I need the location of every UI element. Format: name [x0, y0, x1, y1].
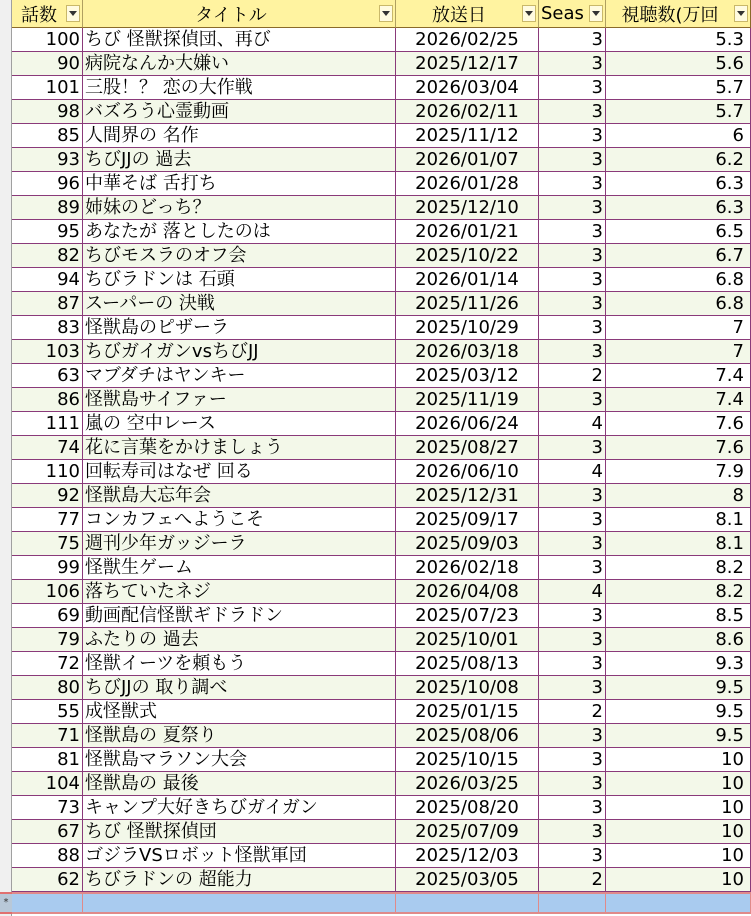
table-row[interactable]	[12, 76, 751, 100]
cell-airdate[interactable]: 2025/09/17	[396, 508, 539, 532]
cell-airdate[interactable]: 2025/10/08	[396, 676, 539, 700]
cell-views[interactable]: 8.6	[606, 628, 751, 652]
cell-season[interactable]: 3	[539, 556, 606, 580]
column-header-label: 話数	[21, 4, 57, 26]
table-row[interactable]	[12, 196, 751, 220]
cell-airdate[interactable]: 2026/01/28	[396, 172, 539, 196]
cell-views[interactable]: 5.6	[606, 52, 751, 76]
cell-season[interactable]: 3	[539, 652, 606, 676]
cell-season[interactable]: 3	[539, 604, 606, 628]
table-row[interactable]	[12, 556, 751, 580]
cell-season[interactable]: 3	[539, 244, 606, 268]
cell-views[interactable]: 6.5	[606, 220, 751, 244]
cell-airdate[interactable]: 2026/01/07	[396, 148, 539, 172]
cell-season[interactable]: 4	[539, 580, 606, 604]
cell-episode[interactable]: 82	[12, 244, 83, 268]
cell-episode[interactable]: 93	[12, 148, 83, 172]
cell-views[interactable]: 8.1	[606, 508, 751, 532]
cell-season[interactable]: 3	[539, 124, 606, 148]
cell-episode[interactable]: 88	[12, 844, 83, 868]
cell-airdate[interactable]: 2026/02/18	[396, 556, 539, 580]
cell-episode[interactable]: 85	[12, 124, 83, 148]
cell-airdate[interactable]: 2026/03/25	[396, 772, 539, 796]
cell-views[interactable]: 7.6	[606, 436, 751, 460]
cell-episode[interactable]: 67	[12, 820, 83, 844]
column-header-label: タイトル	[195, 4, 267, 26]
table-row[interactable]	[12, 820, 751, 844]
cell-airdate[interactable]: 2025/11/12	[396, 124, 539, 148]
cell-title[interactable]: スーパーの 決戦	[83, 292, 396, 316]
cell-title[interactable]: 怪獣島のピザーラ	[83, 316, 396, 340]
cell-episode[interactable]: 99	[12, 556, 83, 580]
cell-views[interactable]: 7	[606, 316, 751, 340]
cell-season[interactable]: 2	[539, 868, 606, 892]
cell-title[interactable]: 怪獣島大忘年会	[83, 484, 396, 508]
cell-views[interactable]: 9.5	[606, 676, 751, 700]
cell-episode[interactable]: 62	[12, 868, 83, 892]
table-row[interactable]	[12, 436, 751, 460]
cell-airdate[interactable]: 2025/11/19	[396, 388, 539, 412]
cell-airdate[interactable]: 2026/02/25	[396, 28, 539, 52]
cell-airdate[interactable]: 2025/10/01	[396, 628, 539, 652]
table-row[interactable]	[12, 460, 751, 484]
cell-season[interactable]: 3	[539, 508, 606, 532]
cell-season[interactable]: 3	[539, 484, 606, 508]
cell-season[interactable]: 2	[539, 364, 606, 388]
cell-episode[interactable]: 94	[12, 268, 83, 292]
cell-views[interactable]: 10	[606, 820, 751, 844]
filter-dropdown-icon[interactable]	[522, 5, 536, 22]
table-row[interactable]	[12, 676, 751, 700]
cell-season[interactable]: 4	[539, 412, 606, 436]
table-row[interactable]	[12, 508, 751, 532]
table-row[interactable]	[12, 724, 751, 748]
cell-title[interactable]: ちびJJの 取り調べ	[83, 676, 396, 700]
cell-airdate[interactable]: 2026/02/11	[396, 100, 539, 124]
cell-episode[interactable]: 111	[12, 412, 83, 436]
cell-views[interactable]: 6.3	[606, 196, 751, 220]
cell-episode[interactable]: 77	[12, 508, 83, 532]
cell-season[interactable]: 3	[539, 532, 606, 556]
cell-title[interactable]: ゴジラVSロボット怪獣軍団	[83, 844, 396, 868]
table-row[interactable]	[12, 340, 751, 364]
table-row[interactable]	[12, 532, 751, 556]
new-record-marker[interactable]: *	[0, 892, 12, 914]
cell-title[interactable]: 人間界の 名作	[83, 124, 396, 148]
cell-airdate[interactable]: 2025/12/31	[396, 484, 539, 508]
column-header-label: 視聴数(万回	[621, 4, 719, 26]
cell-title[interactable]: 怪獣イーツを頼もう	[83, 652, 396, 676]
cell-season[interactable]: 3	[539, 76, 606, 100]
cell-views[interactable]: 9.5	[606, 724, 751, 748]
cell-title[interactable]: 怪獣島の 最後	[83, 772, 396, 796]
cell-season[interactable]: 3	[539, 724, 606, 748]
cell-airdate[interactable]: 2025/07/09	[396, 820, 539, 844]
cell-episode[interactable]: 100	[12, 28, 83, 52]
cell-episode[interactable]: 81	[12, 748, 83, 772]
cell-airdate[interactable]: 2025/12/17	[396, 52, 539, 76]
table-row[interactable]	[12, 868, 751, 892]
table-row[interactable]	[12, 268, 751, 292]
new-record-row[interactable]	[0, 892, 751, 914]
table-row[interactable]	[12, 292, 751, 316]
table-row[interactable]	[12, 412, 751, 436]
cell-views[interactable]: 6	[606, 124, 751, 148]
cell-title[interactable]: 週刊少年ガッジーラ	[83, 532, 396, 556]
cell-title[interactable]: ちび 怪獣探偵団	[83, 820, 396, 844]
cell-title[interactable]: 病院なんか大嫌い	[83, 52, 396, 76]
cell-views[interactable]: 10	[606, 868, 751, 892]
cell-episode[interactable]: 106	[12, 580, 83, 604]
cell-airdate[interactable]: 2025/10/15	[396, 748, 539, 772]
table-row[interactable]	[12, 604, 751, 628]
cell-title[interactable]: ちびJJの 過去	[83, 148, 396, 172]
cell-title[interactable]: 怪獣島マラソン大会	[83, 748, 396, 772]
cell-airdate[interactable]: 2026/06/24	[396, 412, 539, 436]
filter-dropdown-icon[interactable]	[589, 5, 603, 22]
new-record-cell[interactable]	[606, 892, 751, 914]
cell-season[interactable]: 3	[539, 748, 606, 772]
cell-episode[interactable]: 73	[12, 796, 83, 820]
cell-airdate[interactable]: 2025/09/03	[396, 532, 539, 556]
cell-airdate[interactable]: 2025/08/27	[396, 436, 539, 460]
record-rows	[12, 28, 751, 892]
table-row[interactable]	[12, 628, 751, 652]
cell-airdate[interactable]: 2025/07/23	[396, 604, 539, 628]
cell-views[interactable]: 10	[606, 748, 751, 772]
cell-title[interactable]: キャンプ大好きちびガイガン	[83, 796, 396, 820]
cell-views[interactable]: 6.8	[606, 268, 751, 292]
cell-views[interactable]: 10	[606, 772, 751, 796]
cell-episode[interactable]: 86	[12, 388, 83, 412]
cell-title[interactable]: 成怪獣式	[83, 700, 396, 724]
new-record-cell[interactable]	[12, 892, 83, 914]
column-header-title[interactable]	[83, 0, 396, 28]
cell-season[interactable]: 3	[539, 100, 606, 124]
cell-views[interactable]: 6.8	[606, 292, 751, 316]
table-row[interactable]	[12, 244, 751, 268]
cell-views[interactable]: 10	[606, 844, 751, 868]
cell-airdate[interactable]: 2026/01/21	[396, 220, 539, 244]
cell-title[interactable]: 三股！？ 恋の大作戦	[83, 76, 396, 100]
cell-episode[interactable]: 96	[12, 172, 83, 196]
cell-airdate[interactable]: 2026/01/14	[396, 268, 539, 292]
cell-views[interactable]: 9.3	[606, 652, 751, 676]
cell-title[interactable]: 怪獣島サイファー	[83, 388, 396, 412]
column-header-label: Seas	[541, 3, 584, 24]
cell-season[interactable]: 3	[539, 676, 606, 700]
cell-views[interactable]: 8.2	[606, 580, 751, 604]
cell-episode[interactable]: 98	[12, 100, 83, 124]
cell-views[interactable]: 5.3	[606, 28, 751, 52]
cell-airdate[interactable]: 2025/03/12	[396, 364, 539, 388]
cell-views[interactable]: 7.6	[606, 412, 751, 436]
cell-episode[interactable]: 72	[12, 652, 83, 676]
cell-episode[interactable]: 74	[12, 436, 83, 460]
cell-views[interactable]: 8.5	[606, 604, 751, 628]
cell-title[interactable]: あなたが 落としたのは	[83, 220, 396, 244]
cell-airdate[interactable]: 2026/03/18	[396, 340, 539, 364]
cell-views[interactable]: 5.7	[606, 76, 751, 100]
cell-episode[interactable]: 55	[12, 700, 83, 724]
cell-episode[interactable]: 89	[12, 196, 83, 220]
table-row[interactable]	[12, 748, 751, 772]
cell-airdate[interactable]: 2025/10/29	[396, 316, 539, 340]
table-row[interactable]	[12, 316, 751, 340]
cell-season[interactable]: 3	[539, 820, 606, 844]
cell-title[interactable]: バズろう心霊動画	[83, 100, 396, 124]
column-header-row	[12, 0, 751, 28]
cell-title[interactable]: 怪獣島の 夏祭り	[83, 724, 396, 748]
cell-views[interactable]: 8.2	[606, 556, 751, 580]
cell-views[interactable]: 6.7	[606, 244, 751, 268]
cell-views[interactable]: 7.4	[606, 364, 751, 388]
cell-title[interactable]: ちび 怪獣探偵団、再び	[83, 28, 396, 52]
table-row[interactable]	[12, 388, 751, 412]
cell-title[interactable]: 姉妹のどっち？	[83, 196, 396, 220]
cell-season[interactable]: 3	[539, 436, 606, 460]
cell-season[interactable]: 3	[539, 220, 606, 244]
cell-views[interactable]: 6.3	[606, 172, 751, 196]
cell-airdate[interactable]: 2025/01/15	[396, 700, 539, 724]
cell-views[interactable]: 6.2	[606, 148, 751, 172]
cell-season[interactable]: 3	[539, 268, 606, 292]
cell-views[interactable]: 9.5	[606, 700, 751, 724]
new-record-cell[interactable]	[539, 892, 606, 914]
cell-season[interactable]: 3	[539, 316, 606, 340]
cell-season[interactable]: 3	[539, 628, 606, 652]
cell-views[interactable]: 8.1	[606, 532, 751, 556]
table-row[interactable]	[12, 844, 751, 868]
cell-episode[interactable]: 103	[12, 340, 83, 364]
cell-episode[interactable]: 63	[12, 364, 83, 388]
cell-season[interactable]: 2	[539, 700, 606, 724]
cell-season[interactable]: 3	[539, 844, 606, 868]
table-row[interactable]	[12, 124, 751, 148]
cell-episode[interactable]: 95	[12, 220, 83, 244]
cell-episode[interactable]: 69	[12, 604, 83, 628]
new-record-cell[interactable]	[83, 892, 396, 914]
cell-season[interactable]: 3	[539, 340, 606, 364]
column-header-season[interactable]	[539, 0, 606, 28]
new-record-cell[interactable]	[396, 892, 539, 914]
cell-season[interactable]: 3	[539, 796, 606, 820]
cell-title[interactable]: ちびラドンの 超能力	[83, 868, 396, 892]
cell-title[interactable]: 中華そば 舌打ち	[83, 172, 396, 196]
cell-views[interactable]: 7	[606, 340, 751, 364]
cell-airdate[interactable]: 2025/12/10	[396, 196, 539, 220]
cell-season[interactable]: 3	[539, 196, 606, 220]
cell-airdate[interactable]: 2026/04/08	[396, 580, 539, 604]
cell-season[interactable]: 3	[539, 772, 606, 796]
table-row[interactable]	[12, 652, 751, 676]
cell-views[interactable]: 10	[606, 796, 751, 820]
cell-airdate[interactable]: 2026/06/10	[396, 460, 539, 484]
cell-airdate[interactable]: 2025/12/03	[396, 844, 539, 868]
column-header-label: 放送日	[432, 4, 486, 26]
cell-title[interactable]: ちびラドンは 石頭	[83, 268, 396, 292]
cell-episode[interactable]: 75	[12, 532, 83, 556]
cell-season[interactable]: 3	[539, 172, 606, 196]
cell-season[interactable]: 3	[539, 52, 606, 76]
cell-airdate[interactable]: 2025/08/06	[396, 724, 539, 748]
cell-views[interactable]: 7.9	[606, 460, 751, 484]
cell-title[interactable]: ふたりの 過去	[83, 628, 396, 652]
filter-dropdown-icon[interactable]	[66, 5, 80, 22]
column-header-episode[interactable]	[12, 0, 83, 28]
table-row[interactable]	[12, 772, 751, 796]
cell-airdate[interactable]: 2025/11/26	[396, 292, 539, 316]
table-row[interactable]	[12, 700, 751, 724]
cell-title[interactable]: ちびモスラのオフ会	[83, 244, 396, 268]
cell-airdate[interactable]: 2026/03/04	[396, 76, 539, 100]
filter-dropdown-icon[interactable]	[379, 5, 393, 22]
cell-airdate[interactable]: 2025/10/22	[396, 244, 539, 268]
cell-title[interactable]: 落ちていたネジ	[83, 580, 396, 604]
cell-title[interactable]: コンカフェへようこそ	[83, 508, 396, 532]
cell-title[interactable]: 動画配信怪獣ギドラドン	[83, 604, 396, 628]
cell-episode[interactable]: 71	[12, 724, 83, 748]
cell-season[interactable]: 3	[539, 388, 606, 412]
cell-season[interactable]: 4	[539, 460, 606, 484]
column-header-views[interactable]	[606, 0, 751, 28]
filter-dropdown-icon[interactable]	[734, 5, 748, 22]
cell-title[interactable]: 怪獣生ゲーム	[83, 556, 396, 580]
cell-airdate[interactable]: 2025/03/05	[396, 868, 539, 892]
cell-title[interactable]: 嵐の 空中レース	[83, 412, 396, 436]
cell-episode[interactable]: 87	[12, 292, 83, 316]
table-row[interactable]	[12, 580, 751, 604]
table-row[interactable]	[12, 220, 751, 244]
record-selector-column[interactable]	[0, 0, 12, 916]
cell-episode[interactable]: 83	[12, 316, 83, 340]
cell-title[interactable]: マブダチはヤンキー	[83, 364, 396, 388]
cell-season[interactable]: 3	[539, 28, 606, 52]
cell-episode[interactable]: 92	[12, 484, 83, 508]
cell-airdate[interactable]: 2025/08/20	[396, 796, 539, 820]
cell-title[interactable]: 花に言葉をかけましょう	[83, 436, 396, 460]
table-row[interactable]	[12, 172, 751, 196]
table-row[interactable]	[12, 28, 751, 52]
column-header-airdate[interactable]	[396, 0, 539, 28]
table-row[interactable]	[12, 52, 751, 76]
cell-views[interactable]: 5.7	[606, 100, 751, 124]
cell-episode[interactable]: 80	[12, 676, 83, 700]
cell-airdate[interactable]: 2025/08/13	[396, 652, 539, 676]
cell-episode[interactable]: 110	[12, 460, 83, 484]
table-row[interactable]	[12, 796, 751, 820]
cell-episode[interactable]: 101	[12, 76, 83, 100]
cell-title[interactable]: 回転寿司はなぜ 回る	[83, 460, 396, 484]
cell-season[interactable]: 3	[539, 292, 606, 316]
cell-title[interactable]: ちびガイガンvsちびJJ	[83, 340, 396, 364]
cell-season[interactable]: 3	[539, 148, 606, 172]
cell-views[interactable]: 8	[606, 484, 751, 508]
cell-views[interactable]: 7.4	[606, 388, 751, 412]
cell-episode[interactable]: 104	[12, 772, 83, 796]
cell-episode[interactable]: 79	[12, 628, 83, 652]
table-row[interactable]	[12, 148, 751, 172]
cell-episode[interactable]: 90	[12, 52, 83, 76]
table-row[interactable]	[12, 484, 751, 508]
table-row[interactable]	[12, 364, 751, 388]
table-row[interactable]	[12, 100, 751, 124]
